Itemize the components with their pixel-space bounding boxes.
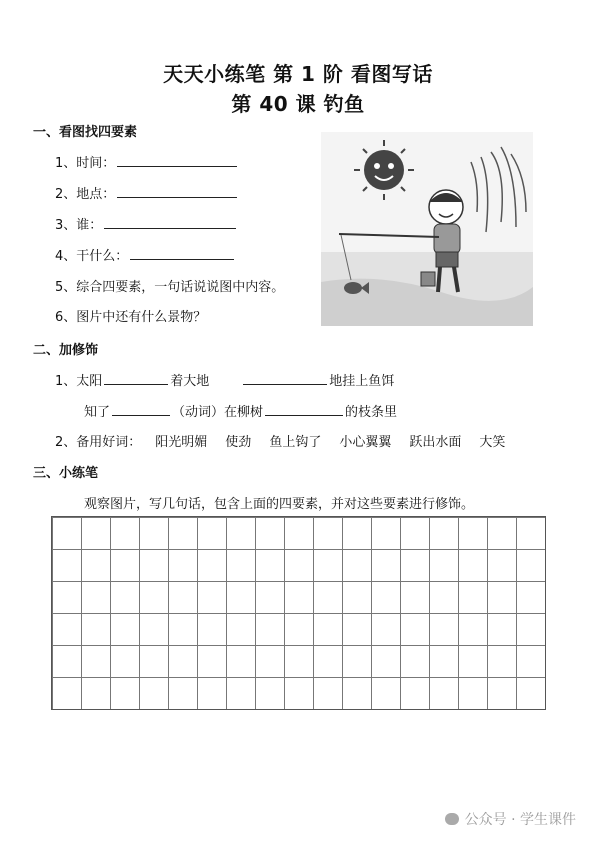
modifier-line-1: 1、太阳 着大地 地挂上鱼饵 xyxy=(55,370,394,389)
writing-grid[interactable] xyxy=(51,516,546,710)
fishing-boy-illustration xyxy=(321,132,533,326)
wechat-icon xyxy=(445,813,459,825)
answer-blank[interactable] xyxy=(117,152,237,167)
answer-blank[interactable] xyxy=(112,401,170,416)
bucket-icon xyxy=(421,272,435,286)
question-place: 2、地点： xyxy=(55,183,239,202)
question-who: 3、谁： xyxy=(55,214,238,233)
word-bank-item: 使劲 xyxy=(225,435,252,450)
question-summary: 5、综合四要素，一句话说说图中内容。 xyxy=(55,280,285,295)
answer-blank[interactable] xyxy=(117,183,237,198)
answer-blank[interactable] xyxy=(243,370,327,385)
word-bank-item: 鱼上钩了 xyxy=(269,435,322,450)
section3-heading: 三、小练笔 xyxy=(33,466,99,481)
answer-blank[interactable] xyxy=(130,245,234,260)
answer-blank[interactable] xyxy=(265,401,343,416)
question-scenery: 6、图片中还有什么景物？ xyxy=(55,310,207,325)
word-bank-item: 跃出水面 xyxy=(409,435,462,450)
word-bank-item: 阳光明媚 xyxy=(155,435,208,450)
watermark: 公众号 · 学生课件 xyxy=(445,809,576,829)
worksheet-title: 天天小练笔 第 1 阶 看图写话 xyxy=(163,62,433,86)
lesson-title: 第 40 课 钓鱼 xyxy=(231,92,365,116)
word-bank-item: 小心翼翼 xyxy=(339,435,392,450)
writing-instruction: 观察图片，写几句话，包含上面的四要素，并对这些要素进行修饰。 xyxy=(84,497,475,512)
section2-heading: 二、加修饰 xyxy=(33,343,99,358)
section1-heading: 一、看图找四要素 xyxy=(33,125,138,140)
word-bank-item: 大笑 xyxy=(479,435,506,450)
word-bank: 2、备用好词： 阳光明媚 使劲 鱼上钩了 小心翼翼 跃出水面 大笑 xyxy=(55,435,506,450)
question-time: 1、时间： xyxy=(55,152,239,171)
modifier-line-2: 知了 （动词）在柳树 的枝条里 xyxy=(84,401,397,420)
answer-blank[interactable] xyxy=(104,370,168,385)
answer-blank[interactable] xyxy=(104,214,236,229)
question-what: 4、干什么： xyxy=(55,245,236,264)
